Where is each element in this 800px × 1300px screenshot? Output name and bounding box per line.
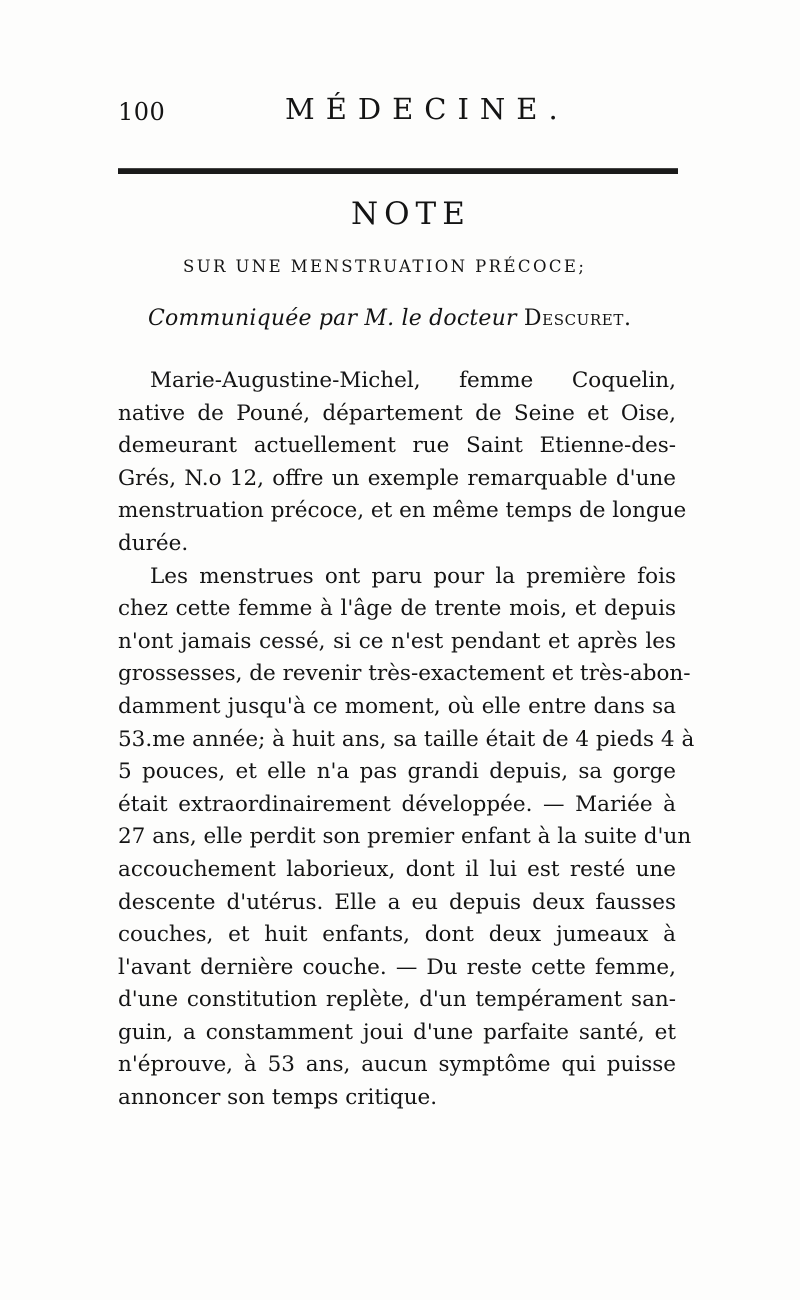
text-line: guin, a constamment joui d'une parfaite santé, et <box>118 1019 676 1045</box>
text-line: Grés, N.o 12, offre un exemple remarquable d'une <box>118 465 676 491</box>
running-head <box>118 92 678 132</box>
section-title: MÉDECINE. <box>285 92 569 126</box>
body-text <box>118 365 695 1115</box>
text-line: couches, et huit enfants, dont deux jumeaux à <box>118 922 676 948</box>
text-line: native de Pouné, département de Seine et Oise, <box>118 400 676 426</box>
text-line: était extraordinairement développée. — Mariée à <box>118 791 676 817</box>
text-line: Marie-Augustine-Michel, femme Coquelin, <box>150 368 676 393</box>
text-line: l'avant dernière couche. — Du reste cette femme, <box>118 954 676 980</box>
paragraph-1 <box>118 365 687 561</box>
text-line: descente d'utérus. Elle a eu depuis deux fausses <box>118 889 676 915</box>
note-subtitle: SUR UNE MENSTRUATION PRÉCOCE; <box>183 257 587 276</box>
text-line: n'éprouve, à 53 ans, aucun symptôme qui puisse <box>118 1052 676 1078</box>
text-line: Les menstrues ont paru pour la première fois <box>150 563 676 589</box>
text-line: 53.me année; à huit ans, sa taille était de 4 pieds 4 à <box>118 726 695 752</box>
text-line: damment jusqu'à ce moment, où elle entre dans sa <box>118 693 676 719</box>
text-line: d'une constitution replète, d'un tempérament san- <box>118 987 676 1013</box>
text-line: 5 pouces, et elle n'a pas grandi depuis, sa gorge <box>118 759 676 785</box>
attribution <box>148 306 632 331</box>
paragraph-2 <box>118 561 695 1115</box>
attribution-author: Descuret. <box>523 306 632 331</box>
text-line: n'ont jamais cessé, si ce n'est pendant et après les <box>118 628 676 654</box>
text-line: durée. <box>118 530 189 556</box>
text-line: menstruation précoce, et en même temps de longue <box>118 498 687 524</box>
text-line: 27 ans, elle perdit son premier enfant à la suite d'un <box>118 824 692 850</box>
text-line: chez cette femme à l'âge de trente mois, et depuis <box>118 596 676 622</box>
text-line: grossesses, de revenir très-exactement et très-abon- <box>118 661 691 687</box>
text-line: annoncer son temps critique. <box>118 1085 438 1111</box>
text-line: demeurant actuellement rue Saint Etienne-des- <box>118 433 676 459</box>
page-number: 100 <box>118 98 166 126</box>
text-line: accouchement laborieux, dont il lui est resté une <box>118 856 676 882</box>
attribution-prefix: Communiquée par M. le docteur <box>148 306 524 331</box>
header-rule <box>118 168 678 174</box>
note-title: NOTE <box>351 196 471 232</box>
